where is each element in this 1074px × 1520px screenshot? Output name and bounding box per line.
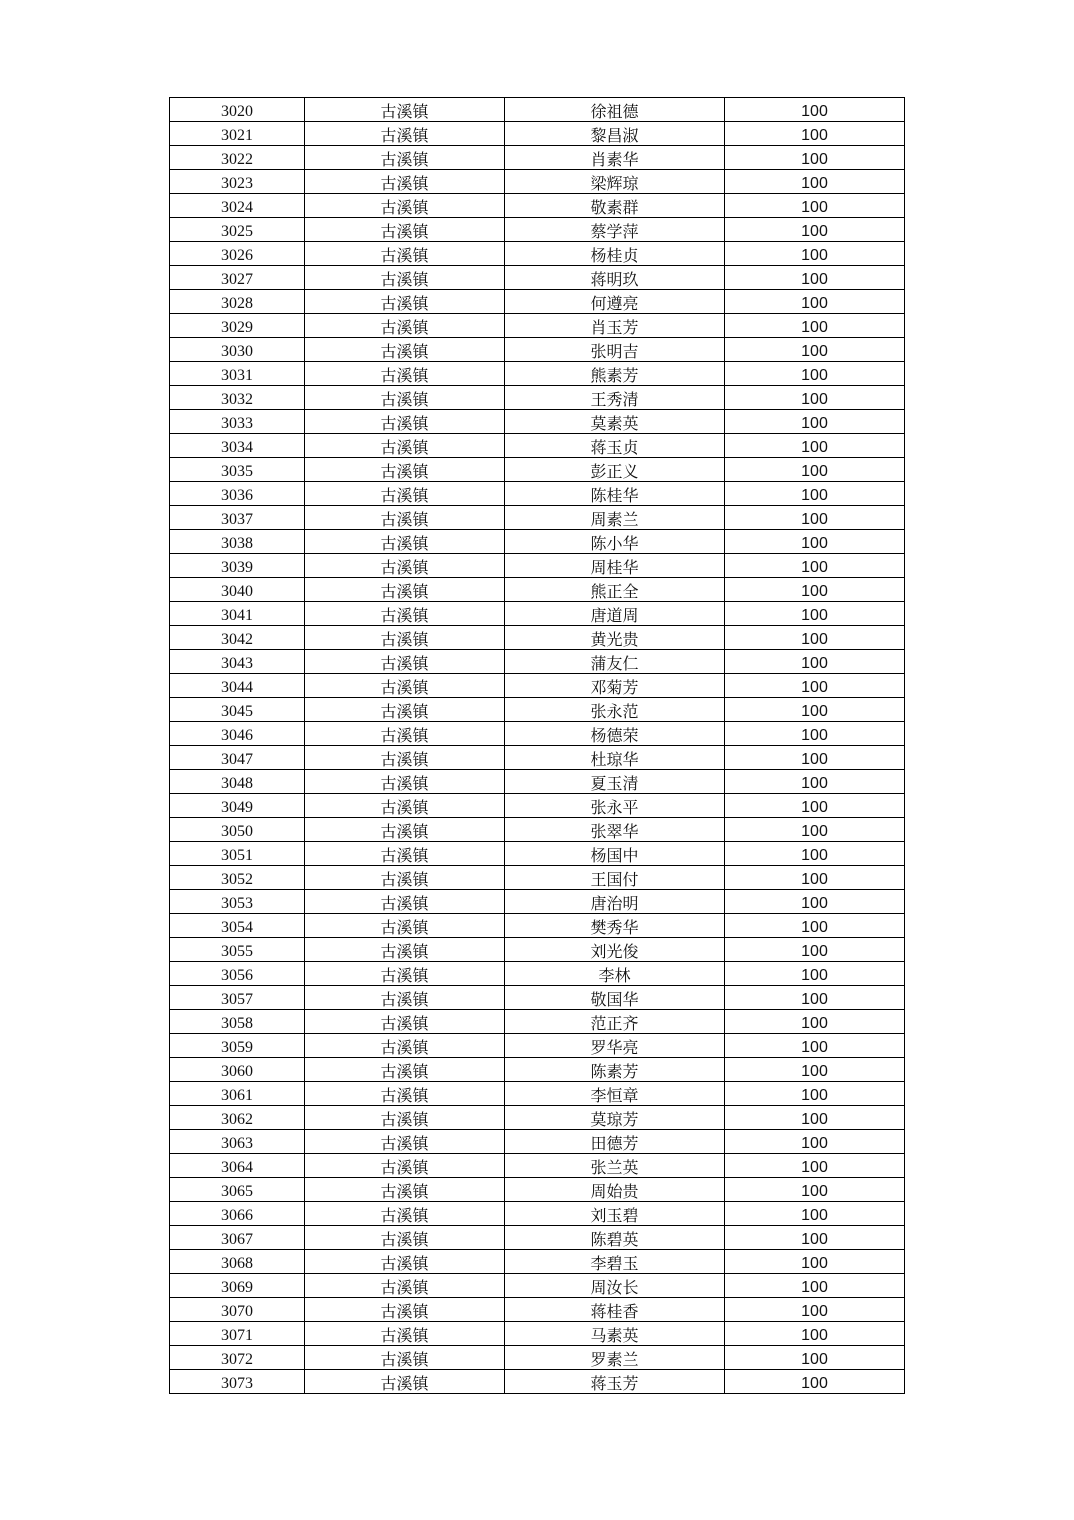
cell-serial-number: 3064 <box>170 1154 305 1178</box>
cell-town: 古溪镇 <box>305 962 505 986</box>
table-row <box>170 866 905 890</box>
cell-person-name: 熊素芳 <box>505 362 725 386</box>
cell-amount: 100 <box>725 698 905 722</box>
cell-person-name: 唐治明 <box>505 890 725 914</box>
cell-town: 古溪镇 <box>305 1370 505 1394</box>
cell-serial-number: 3042 <box>170 626 305 650</box>
cell-amount: 100 <box>725 98 905 122</box>
cell-person-name: 周桂华 <box>505 554 725 578</box>
cell-town: 古溪镇 <box>305 362 505 386</box>
cell-person-name: 黎昌淑 <box>505 122 725 146</box>
table-row <box>170 698 905 722</box>
cell-town: 古溪镇 <box>305 794 505 818</box>
cell-town: 古溪镇 <box>305 482 505 506</box>
cell-person-name: 陈素芳 <box>505 1058 725 1082</box>
cell-person-name: 陈碧英 <box>505 1226 725 1250</box>
cell-person-name: 敬素群 <box>505 194 725 218</box>
cell-serial-number: 3073 <box>170 1370 305 1394</box>
cell-town: 古溪镇 <box>305 1274 505 1298</box>
cell-amount: 100 <box>725 1322 905 1346</box>
cell-amount: 100 <box>725 962 905 986</box>
cell-town: 古溪镇 <box>305 578 505 602</box>
cell-serial-number: 3025 <box>170 218 305 242</box>
cell-amount: 100 <box>725 122 905 146</box>
cell-person-name: 张永范 <box>505 698 725 722</box>
cell-serial-number: 3071 <box>170 1322 305 1346</box>
cell-town: 古溪镇 <box>305 986 505 1010</box>
cell-town: 古溪镇 <box>305 770 505 794</box>
table-row <box>170 1322 905 1346</box>
cell-amount: 100 <box>725 1058 905 1082</box>
cell-amount: 100 <box>725 1250 905 1274</box>
cell-amount: 100 <box>725 1106 905 1130</box>
cell-amount: 100 <box>725 890 905 914</box>
cell-amount: 100 <box>725 290 905 314</box>
cell-town: 古溪镇 <box>305 1154 505 1178</box>
cell-serial-number: 3066 <box>170 1202 305 1226</box>
cell-amount: 100 <box>725 866 905 890</box>
cell-amount: 100 <box>725 1298 905 1322</box>
cell-serial-number: 3020 <box>170 98 305 122</box>
table-row <box>170 578 905 602</box>
cell-town: 古溪镇 <box>305 866 505 890</box>
cell-amount: 100 <box>725 242 905 266</box>
cell-person-name: 范正齐 <box>505 1010 725 1034</box>
cell-town: 古溪镇 <box>305 314 505 338</box>
cell-amount: 100 <box>725 1130 905 1154</box>
cell-person-name: 蒋桂香 <box>505 1298 725 1322</box>
cell-serial-number: 3070 <box>170 1298 305 1322</box>
cell-serial-number: 3057 <box>170 986 305 1010</box>
cell-person-name: 马素英 <box>505 1322 725 1346</box>
cell-town: 古溪镇 <box>305 1202 505 1226</box>
cell-serial-number: 3040 <box>170 578 305 602</box>
table-row <box>170 962 905 986</box>
table-row <box>170 1370 905 1394</box>
table-row <box>170 626 905 650</box>
table-row <box>170 1346 905 1370</box>
cell-amount: 100 <box>725 650 905 674</box>
cell-town: 古溪镇 <box>305 602 505 626</box>
cell-amount: 100 <box>725 1226 905 1250</box>
cell-person-name: 杜琼华 <box>505 746 725 770</box>
table-row <box>170 1226 905 1250</box>
cell-serial-number: 3054 <box>170 914 305 938</box>
cell-person-name: 肖玉芳 <box>505 314 725 338</box>
cell-serial-number: 3030 <box>170 338 305 362</box>
table-row <box>170 170 905 194</box>
cell-serial-number: 3031 <box>170 362 305 386</box>
table-body <box>170 98 905 1394</box>
cell-serial-number: 3044 <box>170 674 305 698</box>
cell-serial-number: 3027 <box>170 266 305 290</box>
table-row <box>170 218 905 242</box>
cell-person-name: 肖素华 <box>505 146 725 170</box>
cell-person-name: 田德芳 <box>505 1130 725 1154</box>
cell-town: 古溪镇 <box>305 1346 505 1370</box>
cell-town: 古溪镇 <box>305 434 505 458</box>
cell-amount: 100 <box>725 602 905 626</box>
cell-amount: 100 <box>725 818 905 842</box>
cell-town: 古溪镇 <box>305 938 505 962</box>
cell-town: 古溪镇 <box>305 170 505 194</box>
cell-amount: 100 <box>725 266 905 290</box>
table-row <box>170 530 905 554</box>
table-row <box>170 1250 905 1274</box>
table-row <box>170 914 905 938</box>
cell-town: 古溪镇 <box>305 1322 505 1346</box>
table-row <box>170 1274 905 1298</box>
cell-town: 古溪镇 <box>305 290 505 314</box>
cell-serial-number: 3029 <box>170 314 305 338</box>
cell-town: 古溪镇 <box>305 410 505 434</box>
cell-serial-number: 3050 <box>170 818 305 842</box>
cell-serial-number: 3021 <box>170 122 305 146</box>
cell-serial-number: 3038 <box>170 530 305 554</box>
cell-amount: 100 <box>725 506 905 530</box>
cell-serial-number: 3069 <box>170 1274 305 1298</box>
cell-serial-number: 3051 <box>170 842 305 866</box>
cell-person-name: 周汝长 <box>505 1274 725 1298</box>
cell-town: 古溪镇 <box>305 1034 505 1058</box>
table-row <box>170 842 905 866</box>
cell-serial-number: 3026 <box>170 242 305 266</box>
table-row <box>170 290 905 314</box>
cell-person-name: 王国付 <box>505 866 725 890</box>
cell-town: 古溪镇 <box>305 1058 505 1082</box>
cell-amount: 100 <box>725 1154 905 1178</box>
cell-town: 古溪镇 <box>305 98 505 122</box>
cell-serial-number: 3048 <box>170 770 305 794</box>
cell-person-name: 罗素兰 <box>505 1346 725 1370</box>
cell-town: 古溪镇 <box>305 242 505 266</box>
table-row <box>170 146 905 170</box>
cell-person-name: 周始贵 <box>505 1178 725 1202</box>
cell-amount: 100 <box>725 626 905 650</box>
cell-person-name: 梁辉琼 <box>505 170 725 194</box>
cell-town: 古溪镇 <box>305 194 505 218</box>
table-row <box>170 1178 905 1202</box>
cell-serial-number: 3062 <box>170 1106 305 1130</box>
table-row <box>170 1010 905 1034</box>
cell-serial-number: 3033 <box>170 410 305 434</box>
cell-town: 古溪镇 <box>305 746 505 770</box>
cell-serial-number: 3043 <box>170 650 305 674</box>
table-row <box>170 434 905 458</box>
cell-amount: 100 <box>725 1082 905 1106</box>
cell-person-name: 张永平 <box>505 794 725 818</box>
cell-person-name: 张兰英 <box>505 1154 725 1178</box>
table-row <box>170 1034 905 1058</box>
cell-town: 古溪镇 <box>305 1106 505 1130</box>
cell-serial-number: 3053 <box>170 890 305 914</box>
cell-amount: 100 <box>725 530 905 554</box>
table-row <box>170 722 905 746</box>
cell-town: 古溪镇 <box>305 1178 505 1202</box>
cell-town: 古溪镇 <box>305 338 505 362</box>
cell-town: 古溪镇 <box>305 818 505 842</box>
table-row <box>170 1130 905 1154</box>
cell-person-name: 敬国华 <box>505 986 725 1010</box>
cell-person-name: 邓菊芳 <box>505 674 725 698</box>
cell-town: 古溪镇 <box>305 530 505 554</box>
cell-person-name: 蒋玉贞 <box>505 434 725 458</box>
cell-amount: 100 <box>725 194 905 218</box>
table-row <box>170 386 905 410</box>
cell-amount: 100 <box>725 914 905 938</box>
table-row <box>170 362 905 386</box>
cell-amount: 100 <box>725 794 905 818</box>
cell-amount: 100 <box>725 1274 905 1298</box>
cell-amount: 100 <box>725 722 905 746</box>
cell-town: 古溪镇 <box>305 386 505 410</box>
cell-town: 古溪镇 <box>305 842 505 866</box>
cell-town: 古溪镇 <box>305 914 505 938</box>
table-row <box>170 938 905 962</box>
cell-person-name: 唐道周 <box>505 602 725 626</box>
cell-amount: 100 <box>725 218 905 242</box>
cell-amount: 100 <box>725 674 905 698</box>
table-row <box>170 1058 905 1082</box>
cell-serial-number: 3041 <box>170 602 305 626</box>
table-row <box>170 194 905 218</box>
cell-person-name: 黄光贵 <box>505 626 725 650</box>
cell-person-name: 李碧玉 <box>505 1250 725 1274</box>
table-row <box>170 242 905 266</box>
table-row <box>170 1106 905 1130</box>
cell-serial-number: 3036 <box>170 482 305 506</box>
cell-person-name: 熊正全 <box>505 578 725 602</box>
cell-serial-number: 3046 <box>170 722 305 746</box>
cell-person-name: 周素兰 <box>505 506 725 530</box>
cell-town: 古溪镇 <box>305 218 505 242</box>
cell-serial-number: 3063 <box>170 1130 305 1154</box>
table-row <box>170 890 905 914</box>
cell-person-name: 王秀清 <box>505 386 725 410</box>
cell-serial-number: 3060 <box>170 1058 305 1082</box>
cell-serial-number: 3024 <box>170 194 305 218</box>
cell-person-name: 杨国中 <box>505 842 725 866</box>
table-row <box>170 1154 905 1178</box>
cell-town: 古溪镇 <box>305 1082 505 1106</box>
cell-person-name: 张明吉 <box>505 338 725 362</box>
cell-serial-number: 3065 <box>170 1178 305 1202</box>
table-row <box>170 818 905 842</box>
table-row <box>170 314 905 338</box>
cell-person-name: 蒋玉芳 <box>505 1370 725 1394</box>
table-row <box>170 650 905 674</box>
table-row <box>170 122 905 146</box>
cell-serial-number: 3056 <box>170 962 305 986</box>
cell-person-name: 彭正义 <box>505 458 725 482</box>
cell-person-name: 李林 <box>505 962 725 986</box>
cell-town: 古溪镇 <box>305 506 505 530</box>
cell-amount: 100 <box>725 1346 905 1370</box>
cell-town: 古溪镇 <box>305 890 505 914</box>
cell-serial-number: 3049 <box>170 794 305 818</box>
cell-serial-number: 3067 <box>170 1226 305 1250</box>
cell-serial-number: 3023 <box>170 170 305 194</box>
cell-amount: 100 <box>725 170 905 194</box>
cell-person-name: 陈小华 <box>505 530 725 554</box>
cell-town: 古溪镇 <box>305 650 505 674</box>
table-row <box>170 506 905 530</box>
table-row <box>170 458 905 482</box>
cell-serial-number: 3034 <box>170 434 305 458</box>
cell-amount: 100 <box>725 386 905 410</box>
cell-amount: 100 <box>725 1370 905 1394</box>
cell-serial-number: 3052 <box>170 866 305 890</box>
cell-amount: 100 <box>725 746 905 770</box>
cell-person-name: 莫素英 <box>505 410 725 434</box>
cell-person-name: 夏玉清 <box>505 770 725 794</box>
cell-town: 古溪镇 <box>305 1130 505 1154</box>
table-row <box>170 98 905 122</box>
recipient-table <box>169 97 905 1394</box>
cell-person-name: 陈桂华 <box>505 482 725 506</box>
cell-town: 古溪镇 <box>305 1250 505 1274</box>
table-row <box>170 746 905 770</box>
cell-amount: 100 <box>725 554 905 578</box>
cell-amount: 100 <box>725 458 905 482</box>
cell-amount: 100 <box>725 578 905 602</box>
cell-amount: 100 <box>725 434 905 458</box>
cell-serial-number: 3058 <box>170 1010 305 1034</box>
cell-amount: 100 <box>725 314 905 338</box>
cell-town: 古溪镇 <box>305 674 505 698</box>
cell-person-name: 徐祖德 <box>505 98 725 122</box>
cell-amount: 100 <box>725 482 905 506</box>
cell-town: 古溪镇 <box>305 554 505 578</box>
cell-amount: 100 <box>725 1178 905 1202</box>
cell-serial-number: 3068 <box>170 1250 305 1274</box>
cell-person-name: 何遵亮 <box>505 290 725 314</box>
cell-serial-number: 3072 <box>170 1346 305 1370</box>
cell-person-name: 樊秀华 <box>505 914 725 938</box>
cell-town: 古溪镇 <box>305 266 505 290</box>
cell-town: 古溪镇 <box>305 122 505 146</box>
cell-serial-number: 3055 <box>170 938 305 962</box>
cell-serial-number: 3032 <box>170 386 305 410</box>
cell-amount: 100 <box>725 938 905 962</box>
cell-amount: 100 <box>725 146 905 170</box>
table-row <box>170 794 905 818</box>
cell-amount: 100 <box>725 410 905 434</box>
cell-person-name: 杨德荣 <box>505 722 725 746</box>
cell-amount: 100 <box>725 1034 905 1058</box>
cell-person-name: 罗华亮 <box>505 1034 725 1058</box>
cell-town: 古溪镇 <box>305 458 505 482</box>
cell-town: 古溪镇 <box>305 1010 505 1034</box>
cell-person-name: 杨桂贞 <box>505 242 725 266</box>
cell-serial-number: 3039 <box>170 554 305 578</box>
table-row <box>170 986 905 1010</box>
cell-town: 古溪镇 <box>305 146 505 170</box>
cell-town: 古溪镇 <box>305 626 505 650</box>
cell-person-name: 蒋明玖 <box>505 266 725 290</box>
table-row <box>170 1298 905 1322</box>
table-row <box>170 602 905 626</box>
table-row <box>170 1082 905 1106</box>
cell-person-name: 刘光俊 <box>505 938 725 962</box>
table-row <box>170 1202 905 1226</box>
cell-person-name: 蔡学萍 <box>505 218 725 242</box>
cell-town: 古溪镇 <box>305 722 505 746</box>
cell-serial-number: 3045 <box>170 698 305 722</box>
cell-amount: 100 <box>725 1010 905 1034</box>
cell-serial-number: 3059 <box>170 1034 305 1058</box>
cell-person-name: 刘玉碧 <box>505 1202 725 1226</box>
table-row <box>170 674 905 698</box>
cell-amount: 100 <box>725 1202 905 1226</box>
cell-serial-number: 3037 <box>170 506 305 530</box>
cell-town: 古溪镇 <box>305 1298 505 1322</box>
table-row <box>170 554 905 578</box>
cell-person-name: 李恒章 <box>505 1082 725 1106</box>
table-row <box>170 770 905 794</box>
cell-amount: 100 <box>725 770 905 794</box>
table-row <box>170 410 905 434</box>
table-row <box>170 482 905 506</box>
cell-amount: 100 <box>725 362 905 386</box>
cell-serial-number: 3047 <box>170 746 305 770</box>
cell-person-name: 张翠华 <box>505 818 725 842</box>
cell-amount: 100 <box>725 338 905 362</box>
cell-serial-number: 3028 <box>170 290 305 314</box>
cell-town: 古溪镇 <box>305 1226 505 1250</box>
cell-serial-number: 3035 <box>170 458 305 482</box>
cell-town: 古溪镇 <box>305 698 505 722</box>
cell-person-name: 蒲友仁 <box>505 650 725 674</box>
cell-person-name: 莫琼芳 <box>505 1106 725 1130</box>
cell-serial-number: 3061 <box>170 1082 305 1106</box>
table-row <box>170 266 905 290</box>
cell-amount: 100 <box>725 986 905 1010</box>
cell-amount: 100 <box>725 842 905 866</box>
table-row <box>170 338 905 362</box>
cell-serial-number: 3022 <box>170 146 305 170</box>
